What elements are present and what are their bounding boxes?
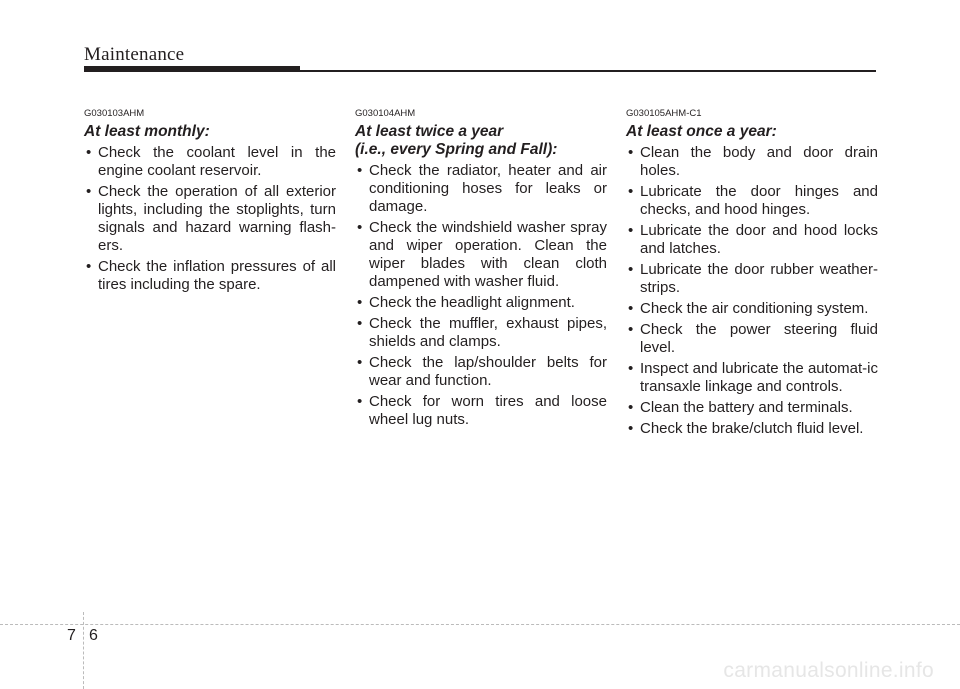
list-item: • Check the operation of all exterior lights, including the stoplights, turn signals and hazard warning flash-ers. (84, 183, 336, 255)
section-heading (355, 123, 607, 159)
footer-rule (0, 624, 960, 625)
list-item: • Check the power steering fluid level. (626, 321, 878, 357)
list-item: • Check the windshield washer spray and wiper operation. Clean the wiper blades with clean cloth dampened with washer fluid. (355, 219, 607, 291)
page-number: 6 (89, 627, 98, 644)
chapter-number: 7 (67, 627, 76, 644)
checklist (84, 144, 336, 294)
watermark: carmanualsonline.info (723, 659, 934, 682)
list-item: • Lubricate the door hinges and checks, and hood hinges. (626, 183, 878, 219)
header-rule-thick (84, 66, 300, 72)
section-heading: At least once a year: (626, 123, 777, 140)
list-item: • Check for worn tires and loose wheel lug nuts. (355, 393, 607, 429)
list-item: • Check the headlight alignment. (355, 294, 607, 312)
list-item: • Check the muffler, exhaust pipes, shields and clamps. (355, 315, 607, 351)
page-title: Maintenance (84, 44, 185, 65)
list-item: • Check the brake/clutch fluid level. (626, 420, 878, 438)
list-item: • Check the lap/shoulder belts for wear and function. (355, 354, 607, 390)
section-code: G030105AHM-C1 (626, 108, 702, 119)
column-twice-yearly (355, 108, 607, 432)
checklist (355, 162, 607, 429)
list-item: • Inspect and lubricate the automat-ic transaxle linkage and controls. (626, 360, 878, 396)
list-item: • Check the coolant level in the engine coolant reservoir. (84, 144, 336, 180)
section-heading-line1: At least twice a year (355, 123, 504, 140)
section-code: G030104AHM (355, 108, 416, 119)
column-monthly (84, 108, 336, 297)
list-item: • Clean the body and door drain holes. (626, 144, 878, 180)
list-item: • Lubricate the door and hood locks and latches. (626, 222, 878, 258)
checklist (626, 144, 878, 438)
section-heading: At least monthly: (84, 123, 210, 140)
list-item: • Check the air conditioning system. (626, 300, 878, 318)
section-code: G030103AHM (84, 108, 145, 119)
header-rule-thin (300, 70, 876, 72)
list-item: • Check the radiator, heater and air conditioning hoses for leaks or damage. (355, 162, 607, 216)
list-item: • Check the inflation pressures of all tires including the spare. (84, 258, 336, 294)
list-item: • Clean the battery and terminals. (626, 399, 878, 417)
list-item: • Lubricate the door rubber weather-strips. (626, 261, 878, 297)
column-yearly (626, 108, 878, 441)
footer-divider (83, 612, 84, 689)
section-heading-line2: (i.e., every Spring and Fall): (355, 141, 558, 158)
